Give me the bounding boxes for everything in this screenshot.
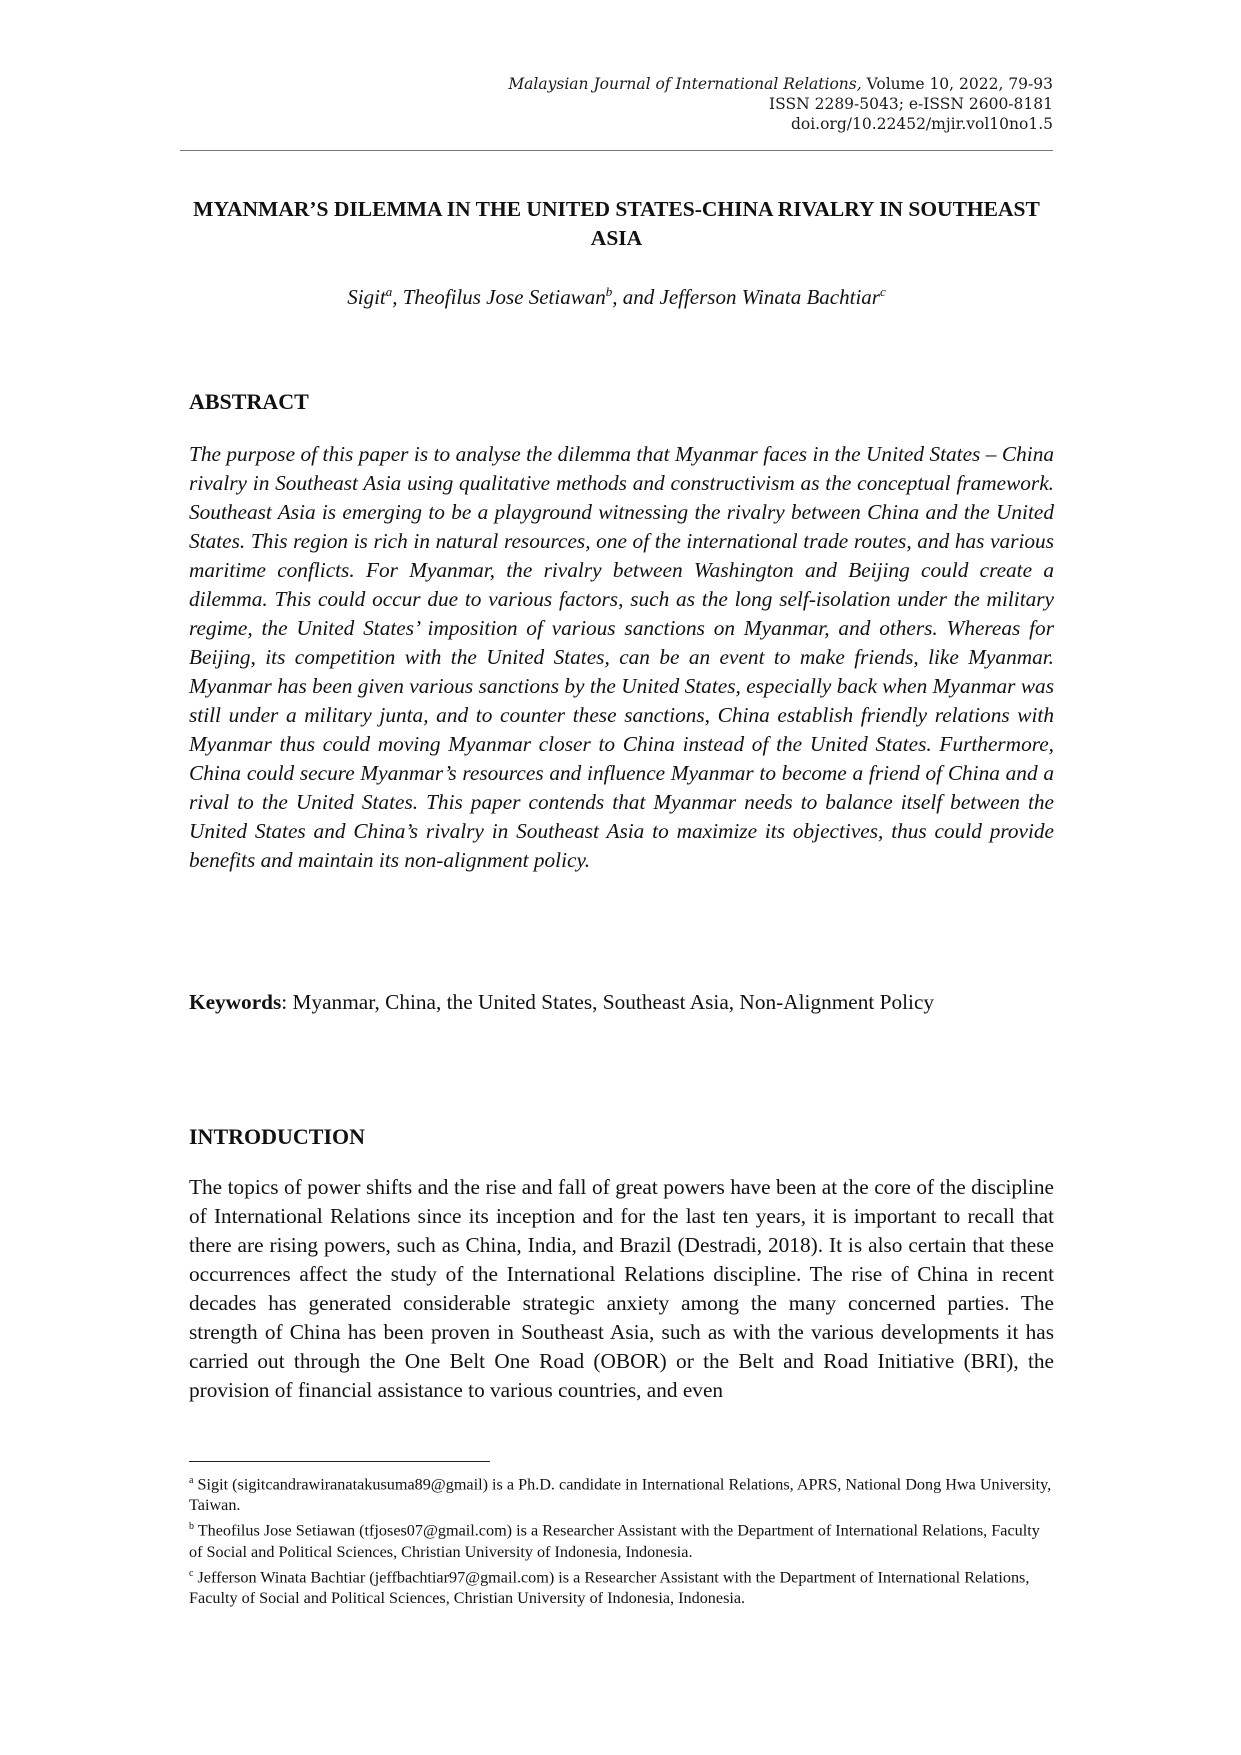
footnote-a [189,1470,1054,1516]
author-affiliation-mark: c [879,284,886,299]
header-divider [180,150,1053,151]
keywords-label: Keywords [189,990,282,1014]
abstract-text: The purpose of this paper is to analyse the dilemma that Myanmar faces in the United States – China rivalry in Southeast Asia using qualitative methods and constructivism as the conceptual framework. Southeast Asia is emerging to be a playground witnessing the rivalry between China and the United States. This region is rich in natural resources, one of the international trade routes, and has various maritime conflicts. For Myanmar, the rivalry between Washington and Beijing could create a dilemma. This could occur due to various factors, such as the long self-isolation under the military regime, the United States’ imposition of various sanctions on Myanmar, and others. Whereas for Beijing, its competition with the United States, can be an event to make friends, like Myanmar. Myanmar has been given various sanctions by the United States, especially back when Myanmar was still under a military junta, and to counter these sanctions, China establish friendly relations with Myanmar thus could moving Myanmar closer to China instead of the United States. Furthermore, China could secure Myanmar’s resources and influence Myanmar to become a friend of China and a rival to the United States. This paper contends that Myanmar needs to balance itself between the United States and China’s rivalry in Southeast Asia to maximize its objectives, thus could provide benefits and maintain its non-alignment policy. [189,442,1054,872]
author-name: Sigit [347,285,386,309]
author-separator: , and [612,285,660,309]
author-name: Theofilus Jose Setiawan [402,285,606,309]
journal-doi: doi.org/10.22452/mjir.vol10no1.5 [790,115,1053,133]
footnote-mark: a [189,1475,194,1486]
journal-header [180,74,1053,134]
footnote-divider [189,1461,490,1462]
journal-citation [180,74,1053,94]
footnote-c [189,1563,1054,1609]
author-affiliation-mark: a [385,284,393,299]
author-name: Jefferson Winata Bachtiar [659,285,880,309]
footnote-mark: b [189,1521,194,1533]
footnote-text: Jefferson Winata Bachtiar (jeffbachtiar97@gmail.com) is a Researcher Assistant with the Department of International Relations, Faculty of Social and Political Sciences, Christian University of Indonesia, Indonesia. [189,1568,1030,1608]
footnotes [189,1470,1054,1609]
journal-name: Malaysian Journal of International Relations, [508,75,862,93]
footnote-b [189,1516,1054,1562]
keywords [189,988,1054,1017]
keywords-text: : Myanmar, China, the United States, Southeast Asia, Non-Alignment Policy [281,990,935,1014]
abstract-heading: ABSTRACT [189,389,309,414]
footnote-text: Theofilus Jose Setiawan (tfjoses07@gmail.com) is a Researcher Assistant with the Department of International Relations, Faculty of Social and Political Sciences, Christian University of Indonesia, Indonesia. [189,1521,1040,1561]
author-affiliation-mark: b [605,284,613,299]
introduction-text: The topics of power shifts and the rise and fall of great powers have been at the core of the discipline of International Relations since its inception and for the last ten years, it is important to recall that there are rising powers, such as China, India, and Brazil (Destradi, 2018). It is also certain that these occurrences affect the study of the International Relations discipline. The rise of China in recent decades has generated considerable strategic anxiety among the many concerned parties. The strength of China has been proven in Southeast Asia, such as with the various developments it has carried out through the One Belt One Road (OBOR) or the Belt and Road Initiative (BRI), the provision of financial assistance to various countries, and even [189,1175,1054,1402]
journal-volume: Volume 10, 2022, 79-93 [861,75,1053,93]
footnote-text: Sigit (sigitcandrawiranatakusuma89@gmail) is a Ph.D. candidate in International Relations, APRS, National Dong Hwa University, Taiwan. [189,1475,1052,1515]
author-line [180,278,1053,311]
paper-title: MYANMAR’S DILEMMA IN THE UNITED STATES-CHINA RIVALRY IN SOUTHEAST ASIA [193,197,1040,250]
introduction-heading: INTRODUCTION [189,1124,366,1149]
footnote-mark: c [189,1567,194,1579]
journal-issn: ISSN 2289-5043; e-ISSN 2600-8181 [769,95,1053,113]
author-separator: , [392,285,403,309]
